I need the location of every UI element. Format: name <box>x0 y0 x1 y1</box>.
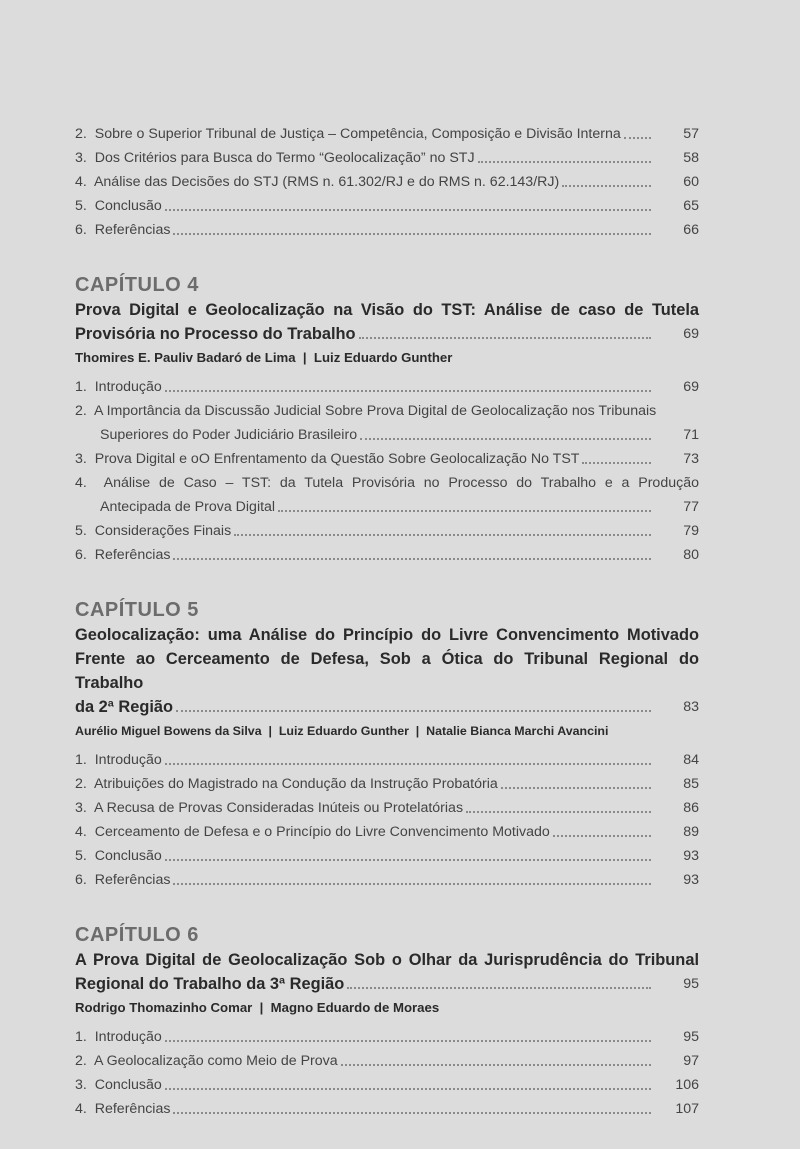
toc-entry[interactable]: 2. A Geolocalização como Meio de Prova 97 <box>75 1049 699 1073</box>
chapter-heading: CAPÍTULO 6 <box>75 924 199 946</box>
chapter-authors: Rodrigo Thomazinho Comar | Magno Eduardo de Moraes <box>75 1000 440 1015</box>
toc-entry[interactable]: 4. Referências 107 <box>75 1097 699 1121</box>
page-number: 80 <box>683 547 699 563</box>
page-number: 71 <box>683 427 699 443</box>
page-number: 79 <box>683 523 699 539</box>
toc-entry[interactable]: 4. Análise das Decisões do STJ (RMS n. 61.302/RJ e do RMS n. 62.143/RJ) 60 <box>75 170 699 194</box>
toc-entry[interactable]: 1. Introdução 84 <box>75 748 699 772</box>
toc-entry[interactable]: 1. Introdução 69 <box>75 375 699 399</box>
leader-dots <box>173 883 651 885</box>
toc-entry[interactable]: 3. Dos Critérios para Busca do Termo “Geolocalização” no STJ 58 <box>75 146 699 170</box>
chapter-title[interactable]: Prova Digital e Geolocalização na Visão do TST: Análise de caso de Tutela Provisória no Processo do Trabalho 69 <box>75 298 699 346</box>
leader-dots <box>165 1040 651 1042</box>
toc-entry[interactable]: 4. Análise de Caso – TST: da Tutela Provisória no Processo do Trabalho e a Produção Antecipada de Prova Digital 77 <box>75 471 699 519</box>
toc-entry[interactable]: 1. Introdução 95 <box>75 1025 699 1049</box>
page-number: 95 <box>683 1029 699 1045</box>
leader-dots <box>165 763 651 765</box>
page-number: 69 <box>683 326 699 342</box>
table-of-contents <box>75 122 699 1121</box>
toc-entry[interactable]: 5. Conclusão 65 <box>75 194 699 218</box>
page-number: 66 <box>683 222 699 238</box>
leader-dots <box>360 438 651 440</box>
leader-dots <box>341 1064 651 1066</box>
chapter-6 <box>75 922 699 1121</box>
leader-dots <box>278 510 651 512</box>
page-number: 93 <box>683 872 699 888</box>
leader-dots <box>501 787 651 789</box>
page-number: 57 <box>683 126 699 142</box>
leader-dots <box>165 859 651 861</box>
leader-dots <box>165 390 651 392</box>
chapter-title[interactable]: Geolocalização: uma Análise do Princípio do Livre Convencimento Motivado Frente ao Cerceamento de Defesa, Sob a Ótica do Tribunal Regional do Trabalho da 2ª Região 83 <box>75 623 699 719</box>
leader-dots <box>347 987 651 989</box>
page-number: 69 <box>683 379 699 395</box>
page-number: 97 <box>683 1053 699 1069</box>
toc-entry[interactable]: 4. Cerceamento de Defesa e o Princípio do Livre Convencimento Motivado 89 <box>75 820 699 844</box>
page-number: 77 <box>683 499 699 515</box>
toc-entry[interactable]: 5. Conclusão 93 <box>75 844 699 868</box>
leader-dots <box>466 811 651 813</box>
leader-dots <box>173 558 651 560</box>
chapter-heading: CAPÍTULO 5 <box>75 599 199 621</box>
toc-entry[interactable]: 6. Referências 80 <box>75 543 699 567</box>
leader-dots <box>176 710 651 712</box>
chapter-authors: Thomires E. Pauliv Badaró de Lima | Luiz Eduardo Gunther <box>75 350 453 365</box>
leader-dots <box>173 233 651 235</box>
page-number: 107 <box>675 1101 699 1117</box>
page-number: 73 <box>683 451 699 467</box>
leader-dots <box>624 137 651 139</box>
leader-dots <box>562 185 651 187</box>
leader-dots <box>582 462 651 464</box>
toc-entry[interactable]: 3. A Recusa de Provas Consideradas Inúteis ou Protelatórias 86 <box>75 796 699 820</box>
chapter-5 <box>75 597 699 892</box>
leader-dots <box>173 1112 651 1114</box>
page-number: 93 <box>683 848 699 864</box>
leader-dots <box>359 337 651 339</box>
chapter-heading: CAPÍTULO 4 <box>75 274 199 296</box>
page-number: 95 <box>683 976 699 992</box>
leader-dots <box>165 209 651 211</box>
page-number: 89 <box>683 824 699 840</box>
page-number: 65 <box>683 198 699 214</box>
toc-entry[interactable]: 3. Conclusão 106 <box>75 1073 699 1097</box>
chapter-4 <box>75 272 699 567</box>
toc-entry[interactable]: 2. A Importância da Discussão Judicial Sobre Prova Digital de Geolocalização nos Tribunais Superiores do Poder Judiciário Brasileiro 71 <box>75 399 699 447</box>
page-number: 60 <box>683 174 699 190</box>
page-number: 84 <box>683 752 699 768</box>
page-number: 106 <box>675 1077 699 1093</box>
chapter-title[interactable]: A Prova Digital de Geolocalização Sob o Olhar da Jurisprudência do Tribunal Regional do Trabalho da 3ª Região 95 <box>75 948 699 996</box>
toc-entry[interactable]: 3. Prova Digital e oO Enfrentamento da Questão Sobre Geolocalização No TST 73 <box>75 447 699 471</box>
page-number: 58 <box>683 150 699 166</box>
leader-dots <box>234 534 651 536</box>
leader-dots <box>165 1088 651 1090</box>
toc-entry[interactable]: 2. Atribuições do Magistrado na Condução da Instrução Probatória 85 <box>75 772 699 796</box>
toc-entry[interactable]: 2. Sobre o Superior Tribunal de Justiça – Competência, Composição e Divisão Interna 57 <box>75 122 699 146</box>
page-number: 83 <box>683 699 699 715</box>
toc-entry[interactable]: 6. Referências 93 <box>75 868 699 892</box>
leader-dots <box>553 835 651 837</box>
chapter-authors: Aurélio Miguel Bowens da Silva | Luiz Eduardo Gunther | Natalie Bianca Marchi Avancini <box>75 724 609 738</box>
page-number: 85 <box>683 776 699 792</box>
leader-dots <box>478 161 651 163</box>
toc-top-section <box>75 122 699 242</box>
toc-entry[interactable]: 6. Referências 66 <box>75 218 699 242</box>
page-number: 86 <box>683 800 699 816</box>
toc-entry[interactable]: 5. Considerações Finais 79 <box>75 519 699 543</box>
